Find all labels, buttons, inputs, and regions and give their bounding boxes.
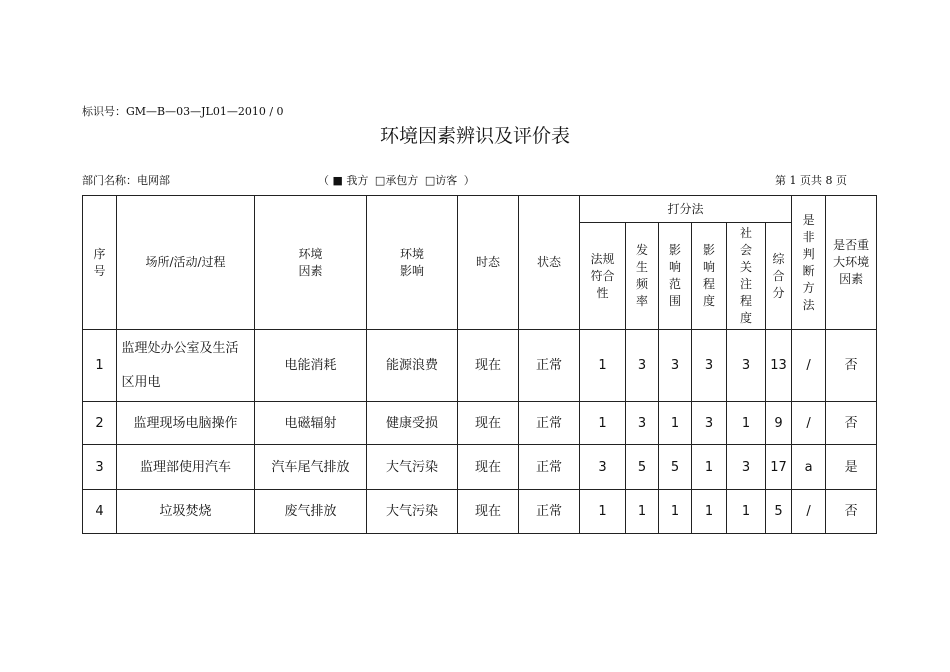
page-number: 第 1 页共 8 页 — [775, 174, 847, 187]
header-social: 社会关注程度 — [727, 223, 766, 330]
department-name: 部门名称：电网部 — [82, 174, 170, 187]
cell-impact: 健康受损 — [367, 402, 458, 445]
cell-degree: 3 — [692, 330, 727, 402]
header-state: 状态 — [519, 196, 580, 330]
party-open-paren: （ — [318, 174, 329, 187]
cell-range: 1 — [659, 402, 692, 445]
header-impact: 环境影响 — [367, 196, 458, 330]
cell-impact: 大气污染 — [367, 445, 458, 490]
cell-impact: 大气污染 — [367, 490, 458, 534]
cell-factor: 电磁辐射 — [255, 402, 367, 445]
cell-degree: 1 — [692, 445, 727, 490]
table-row — [83, 402, 877, 445]
cell-state: 正常 — [519, 402, 580, 445]
cell-place: 监理处办公室及生活区用电 — [117, 330, 255, 402]
cell-legal: 1 — [580, 490, 626, 534]
cell-major: 否 — [826, 490, 877, 534]
cell-social: 3 — [727, 445, 766, 490]
cell-tense: 现在 — [458, 490, 519, 534]
cell-factor: 电能消耗 — [255, 330, 367, 402]
cell-social: 1 — [727, 490, 766, 534]
table-row — [83, 490, 877, 534]
party-option-label: 访客 — [435, 174, 458, 187]
header-place: 场所/活动/过程 — [117, 196, 255, 330]
cell-total: 5 — [766, 490, 792, 534]
cell-method: / — [792, 402, 826, 445]
cell-major: 否 — [826, 402, 877, 445]
header-range: 影响范围 — [659, 223, 692, 330]
cell-state: 正常 — [519, 445, 580, 490]
header-legal: 法规符合性 — [580, 223, 626, 330]
document-id: 标识号：GM—B—03—JL01—2010 / 0 — [82, 105, 284, 118]
cell-method: a — [792, 445, 826, 490]
party-option-contractor[interactable] — [375, 172, 418, 188]
checkbox-icon: □ — [374, 174, 386, 187]
cell-tense: 现在 — [458, 402, 519, 445]
header-degree: 影响程度 — [692, 223, 727, 330]
cell-major: 否 — [826, 330, 877, 402]
cell-place: 监理部使用汽车 — [117, 445, 255, 490]
cell-tense: 现在 — [458, 330, 519, 402]
header-factor: 环境因素 — [255, 196, 367, 330]
cell-place: 监理现场电脑操作 — [117, 402, 255, 445]
header-method: 是非判断方法 — [792, 196, 826, 330]
table-row — [83, 330, 877, 402]
header-major: 是否重大环境因素 — [826, 196, 877, 330]
header-total: 综合分 — [766, 223, 792, 330]
header-seq: 序号 — [83, 196, 117, 330]
header-freq: 发生频率 — [626, 223, 659, 330]
party-option-label: 承包方 — [385, 174, 419, 187]
cell-tense: 现在 — [458, 445, 519, 490]
cell-legal: 1 — [580, 330, 626, 402]
cell-range: 1 — [659, 490, 692, 534]
cell-factor: 废气排放 — [255, 490, 367, 534]
party-close-paren: ） — [463, 174, 475, 187]
cell-degree: 3 — [692, 402, 727, 445]
cell-social: 1 — [727, 402, 766, 445]
page-title: 环境因素辨识及评价表 — [379, 125, 570, 147]
cell-legal: 1 — [580, 402, 626, 445]
cell-total: 13 — [766, 330, 792, 402]
cell-total: 17 — [766, 445, 792, 490]
evaluation-table — [82, 195, 877, 534]
cell-factor: 汽车尾气排放 — [255, 445, 367, 490]
cell-major: 是 — [826, 445, 877, 490]
cell-place: 垃圾焚烧 — [117, 490, 255, 534]
cell-method: / — [792, 330, 826, 402]
cell-freq: 3 — [626, 330, 659, 402]
party-option-self[interactable] — [333, 172, 369, 188]
table-row — [83, 445, 877, 490]
cell-total: 9 — [766, 402, 792, 445]
cell-seq: 4 — [83, 490, 117, 534]
cell-state: 正常 — [519, 490, 580, 534]
party-selection — [318, 172, 475, 188]
header-row — [83, 196, 877, 223]
checkbox-icon: □ — [424, 174, 436, 187]
cell-legal: 3 — [580, 445, 626, 490]
cell-freq: 1 — [626, 490, 659, 534]
checkbox-icon: ■ — [332, 174, 343, 187]
cell-range: 5 — [659, 445, 692, 490]
cell-range: 3 — [659, 330, 692, 402]
cell-state: 正常 — [519, 330, 580, 402]
header-scoring: 打分法 — [580, 196, 792, 223]
header-tense: 时态 — [458, 196, 519, 330]
cell-social: 3 — [727, 330, 766, 402]
cell-method: / — [792, 490, 826, 534]
cell-seq: 1 — [83, 330, 117, 402]
party-option-visitor[interactable] — [425, 172, 457, 188]
cell-seq: 3 — [83, 445, 117, 490]
party-option-label: 我方 — [346, 174, 369, 187]
cell-impact: 能源浪费 — [367, 330, 458, 402]
cell-freq: 5 — [626, 445, 659, 490]
cell-freq: 3 — [626, 402, 659, 445]
cell-degree: 1 — [692, 490, 727, 534]
cell-seq: 2 — [83, 402, 117, 445]
